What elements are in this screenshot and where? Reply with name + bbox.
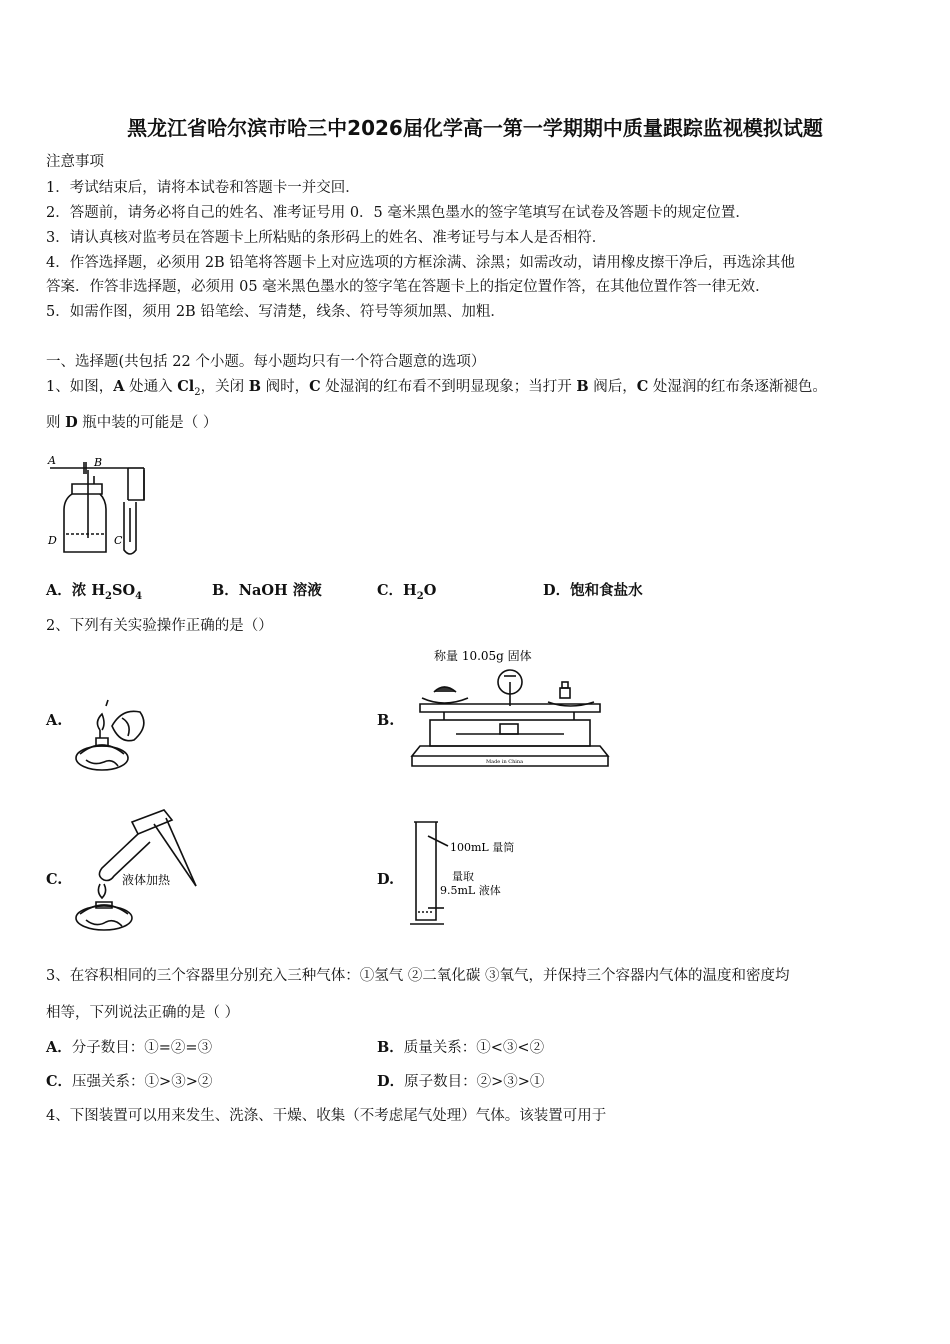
q1-option-a[interactable]: A．浓 $H_2SO_4$ <box>46 582 143 602</box>
notice-item-3: 3．请认真核对监考员在答题卡上所粘贴的条形码上的姓名、准考证号与本人是否相符． <box>46 230 607 246</box>
q2-figure-b-caption: 称量 10.05g 固体 <box>434 649 532 663</box>
notice-item-2: 2．答题前，请务必将自己的姓名、准考证号用 0．5 毫米黑色墨水的签字笔填写在试卷及答题卡的规定位置． <box>46 205 750 221</box>
q1-stem-line1: 1、如图，A 处通入 $Cl_2$，关闭 B 阀时，C 处湿润的红布看不到明显现象；当打开 B 阀后，C 处湿润的红布条逐渐褪色。 <box>46 378 827 398</box>
notice-item-5: 5．如需作图，须用 2B 铅笔绘、写清楚，线条、符号等须加黑、加粗． <box>46 304 505 320</box>
q2-stem: 2、下列有关实验操作正确的是（） <box>46 618 273 634</box>
page-title: 黑龙江省哈尔滨市哈三中2026届化学高一第一学期期中质量跟踪监视模拟试题 <box>127 116 823 140</box>
q1-option-c[interactable]: C．$H_2O$ <box>377 582 437 602</box>
q2-option-c-label[interactable]: C. <box>46 871 63 888</box>
q4-stem: 4、下图装置可以用来发生、洗涤、干燥、收集（不考虑尾气处理）气体。该装置可用于 <box>46 1108 607 1124</box>
q2-option-a-label[interactable]: A. <box>46 712 63 729</box>
q2-figure-d-caption-1: 100mL 量筒 <box>450 841 515 854</box>
q2-figure-c-heating <box>72 806 202 938</box>
q1-figure-label-a: A <box>48 454 56 467</box>
q3-stem-line1: 3、在容积相同的三个容器里分别充入三种气体：①氢气 ②二氧化碳 ③氧气，并保持三个容器内气体的温度和密度均 <box>46 968 790 984</box>
q2-figure-c-caption: 液体加热 <box>122 873 171 887</box>
q2-figure-d-caption-2: 量取 <box>452 870 474 883</box>
notice-item-4: 4．作答选择题，必须用 2B 铅笔将答题卡上对应选项的方框涂满、涂黑；如需改动，请用橡皮擦干净后，再选涂其他 <box>46 255 795 271</box>
notice-item-1: 1．考试结束后，请将本试卷和答题卡一并交回． <box>46 180 360 196</box>
q1-option-b[interactable]: B．NaOH 溶液 <box>212 582 322 599</box>
q2-figure-b-balance <box>404 646 614 778</box>
q2-figure-a-lamp-lighting <box>72 696 156 776</box>
q2-option-d-label[interactable]: D. <box>377 871 395 888</box>
q1-option-d[interactable]: D．饱和食盐水 <box>543 582 643 599</box>
q1-stem-line2: 则 D 瓶中装的可能是（ ） <box>46 414 218 431</box>
q2-figure-b-small-text: Made in China <box>486 759 524 765</box>
q3-option-b[interactable]: B．质量关系：①<③<② <box>377 1039 545 1056</box>
q2-figure-d-cylinder <box>404 816 534 932</box>
q1-figure-label-b: B <box>94 456 103 469</box>
q3-option-a[interactable]: A．分子数目：①=②=③ <box>46 1039 213 1056</box>
q1-figure-label-c: C <box>114 534 123 547</box>
q1-figure-label-d: D <box>48 534 57 547</box>
q3-stem-line2: 相等，下列说法正确的是（ ） <box>46 1005 240 1021</box>
q2-figure-d-caption-3: 9.5mL 液体 <box>440 884 501 897</box>
notice-item-4-continued: 答案．作答非选择题，必须用 05 毫米黑色墨水的签字笔在答题卡上的指定位置作答，在其他位置作答一律无效． <box>46 279 770 295</box>
q1-apparatus-figure <box>44 452 164 562</box>
section-heading: 一、选择题(共包括 22 个小题。每小题均只有一个符合题意的选项） <box>46 354 486 370</box>
q2-option-b-label[interactable]: B. <box>377 712 395 729</box>
q3-option-d[interactable]: D．原子数目：②>③>① <box>377 1073 545 1090</box>
q3-option-c[interactable]: C．压强关系：①>③>② <box>46 1073 213 1090</box>
notice-heading: 注意事项 <box>46 154 104 170</box>
